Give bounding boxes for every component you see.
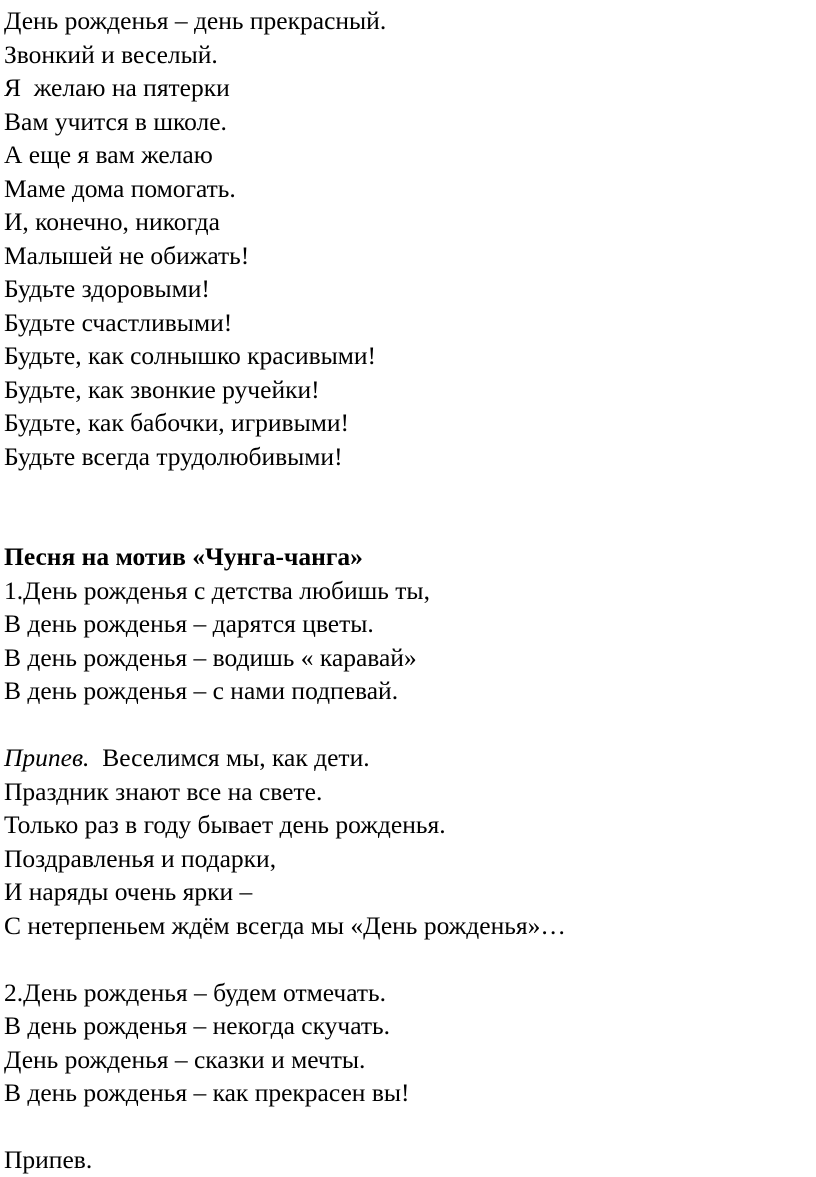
poem-line: Будьте, как бабочки, игривыми!: [4, 408, 349, 437]
document-body: [4, 4, 804, 1177]
verse-line: 1.День рожденья с детства любишь ты,: [4, 575, 430, 605]
poem-line: Будьте, как солнышко красивыми!: [4, 341, 377, 370]
song-verse-2: [4, 976, 804, 1110]
verse-line: В день рожденья – с нами подпевай.: [4, 676, 399, 705]
song-refrain: [4, 741, 804, 942]
poem-line: Я желаю на пятерки: [4, 73, 230, 102]
refrain-line: Только раз в году бывает день рожденья.: [4, 810, 446, 839]
poem-line: Будьте, как звонкие ручейки!: [4, 374, 320, 404]
poem-line: Будьте всегда трудолюбивыми!: [4, 441, 343, 471]
refrain-first-line: [4, 741, 804, 775]
verse-line: В день рожденья – дарятся цветы.: [4, 609, 374, 638]
refrain-label: Припев.: [4, 743, 90, 772]
poem-line: Маме дома помогать.: [4, 173, 236, 203]
spacer: [4, 1110, 804, 1144]
poem-line: А еще я вам желаю: [4, 140, 213, 169]
song-title: Песня на мотив «Чунга-чанга»: [4, 542, 363, 571]
spacer: [4, 942, 804, 976]
refrain-line: И наряды очень ярки –: [4, 877, 253, 906]
poem-line: Вам учится в школе.: [4, 106, 227, 136]
poem-line: Будьте счастливыми!: [4, 307, 233, 337]
poem-line: День рожденья – день прекрасный.: [4, 6, 387, 35]
verse-line: В день рожденья – водишь « каравай»: [4, 642, 417, 672]
verse-line: 2.День рожденья – будем отмечать.: [4, 977, 387, 1007]
refrain-line: С нетерпеньем ждём всегда мы «День рожденья»…: [4, 910, 566, 940]
verse-line: День рожденья – сказки и мечты.: [4, 1044, 366, 1074]
poem-line: И, конечно, никогда: [4, 207, 220, 236]
song-verse-1: [4, 574, 804, 708]
refrain-line: Поздравленья и подарки,: [4, 843, 277, 873]
closing-refrain: Припев.: [4, 1145, 93, 1174]
verse-line: В день рожденья – некогда скучать.: [4, 1011, 390, 1040]
refrain-line: Праздник знают все на свете.: [4, 776, 323, 806]
refrain-line: Веселимся мы, как дети.: [89, 743, 370, 772]
poem-line: Звонкий и веселый.: [4, 39, 218, 69]
spacer: [4, 473, 804, 507]
spacer: [4, 708, 804, 742]
poem-line: Будьте здоровыми!: [4, 274, 210, 303]
spacer: [4, 507, 804, 541]
verse-line: В день рожденья – как прекрасен вы!: [4, 1078, 410, 1107]
poem-line: Малышей не обижать!: [4, 240, 250, 270]
poem-stanza: [4, 4, 804, 473]
